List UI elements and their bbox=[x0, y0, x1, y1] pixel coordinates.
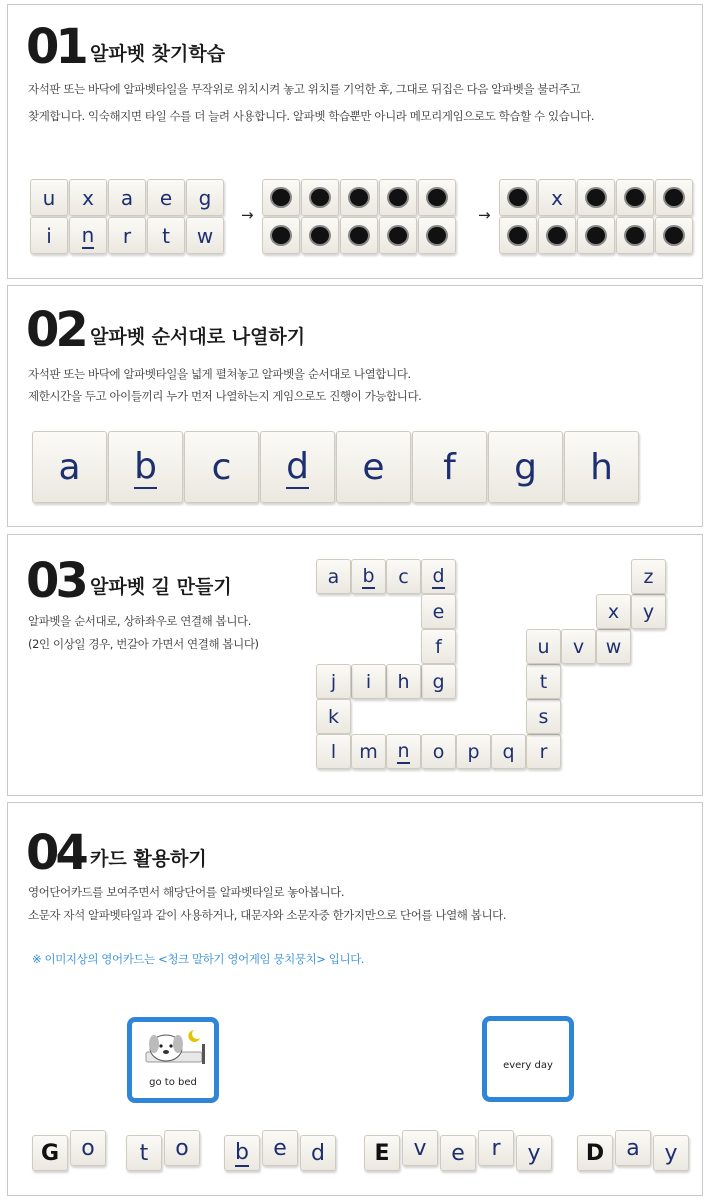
tile-back-dot bbox=[663, 187, 685, 208]
letter-tile bbox=[421, 734, 456, 769]
letter-tile bbox=[538, 179, 576, 216]
letter-tile bbox=[526, 699, 561, 734]
letter-tile bbox=[577, 1135, 613, 1171]
tile-back-dot bbox=[387, 225, 409, 246]
tile-letter: y bbox=[642, 600, 655, 623]
word-card-go-to-bed bbox=[127, 1017, 219, 1103]
letter-tile bbox=[164, 1130, 200, 1166]
tile-letter: u bbox=[42, 185, 56, 210]
tile-letter: l bbox=[330, 740, 337, 763]
tile-back-dot bbox=[348, 225, 370, 246]
tile-letter: r bbox=[122, 223, 132, 248]
tile-letter: q bbox=[502, 740, 515, 763]
section-desc-line: 소문자 자석 알파벳타일과 같이 사용하거나, 대문자와 소문자중 한가지만으로 단어를 나열해 봅니다. bbox=[28, 908, 507, 922]
letter-tile bbox=[631, 559, 666, 594]
letter-tile bbox=[147, 217, 185, 254]
word-card-every-day bbox=[482, 1016, 574, 1102]
letter-tile bbox=[186, 217, 224, 254]
card-caption: every day bbox=[503, 1060, 553, 1071]
tile-back-dot bbox=[507, 187, 529, 208]
flipped-tile bbox=[499, 179, 537, 216]
letter-tile bbox=[184, 431, 259, 503]
letter-tile bbox=[186, 179, 224, 216]
letter-tile bbox=[260, 431, 335, 503]
section-title: 카드 활용하기 bbox=[90, 848, 207, 870]
section-desc-line: 제한시간을 두고 아이들끼리 누가 먼저 나열하는지 게임으로도 진행이 가능합니다. bbox=[28, 389, 422, 403]
tile-letter: b bbox=[362, 564, 375, 587]
letter-tile bbox=[561, 629, 596, 664]
tile-letter: v bbox=[413, 1135, 427, 1161]
tile-letter: x bbox=[607, 600, 620, 623]
letter-tile bbox=[126, 1135, 162, 1171]
letter-tile bbox=[421, 559, 456, 594]
card-caption: go to bed bbox=[149, 1077, 197, 1088]
tile-letter: c bbox=[211, 446, 232, 488]
arrow-right-icon: → bbox=[478, 206, 491, 224]
flipped-tile bbox=[655, 179, 693, 216]
tile-letter: a bbox=[58, 446, 81, 488]
tile-letter: t bbox=[539, 670, 548, 693]
section-4-panel bbox=[7, 802, 703, 1196]
letter-tile bbox=[516, 1135, 552, 1171]
tile-back-dot bbox=[387, 187, 409, 208]
letter-tile bbox=[364, 1135, 400, 1171]
tile-letter: o bbox=[432, 740, 445, 763]
letter-tile bbox=[564, 431, 639, 503]
section-desc-line: (2인 이상일 경우, 번갈아 가면서 연결해 봅니다) bbox=[28, 637, 259, 651]
tile-letter: i bbox=[46, 223, 52, 248]
tile-letter: d bbox=[432, 564, 445, 587]
tile-back-dot bbox=[426, 187, 448, 208]
tile-back-dot bbox=[585, 187, 607, 208]
tile-back-dot bbox=[270, 187, 292, 208]
flipped-tile bbox=[499, 217, 537, 254]
tile-back-dot bbox=[507, 225, 529, 246]
tile-letter: G bbox=[40, 1140, 60, 1166]
tile-letter: g bbox=[432, 670, 445, 693]
tile-back-dot bbox=[546, 225, 568, 246]
tile-letter: i bbox=[365, 670, 372, 693]
letter-tile bbox=[316, 664, 351, 699]
tile-letter: f bbox=[443, 446, 456, 488]
tile-back-dot bbox=[309, 187, 331, 208]
section-title: 알파벳 순서대로 나열하기 bbox=[90, 326, 306, 348]
tile-letter: h bbox=[590, 446, 613, 488]
tile-letter: e bbox=[159, 185, 173, 210]
letter-tile bbox=[526, 629, 561, 664]
letter-tile bbox=[224, 1135, 260, 1171]
letter-tile bbox=[70, 1130, 106, 1166]
letter-tile bbox=[488, 431, 563, 503]
letter-tile bbox=[351, 734, 386, 769]
tile-letter: h bbox=[397, 670, 410, 693]
tile-letter: c bbox=[398, 565, 409, 588]
letter-tile bbox=[402, 1130, 438, 1166]
tile-letter: y bbox=[664, 1140, 678, 1166]
letter-tile bbox=[336, 431, 411, 503]
flipped-tile bbox=[262, 217, 300, 254]
tile-letter: o bbox=[81, 1135, 95, 1161]
letter-tile bbox=[316, 559, 351, 594]
tile-letter: u bbox=[537, 635, 550, 658]
flipped-tile bbox=[538, 217, 576, 254]
letter-tile bbox=[653, 1135, 689, 1171]
letter-tile bbox=[412, 431, 487, 503]
tile-letter: e bbox=[273, 1135, 287, 1161]
flipped-tile bbox=[418, 179, 456, 216]
flipped-tile bbox=[577, 217, 615, 254]
section-number: 03 bbox=[26, 553, 85, 609]
tile-letter: p bbox=[467, 740, 480, 763]
flipped-tile bbox=[379, 217, 417, 254]
tile-letter: g bbox=[198, 185, 212, 210]
tile-letter: d bbox=[286, 445, 309, 487]
tile-letter: r bbox=[539, 740, 548, 763]
tile-letter: j bbox=[330, 670, 337, 693]
tile-letter: e bbox=[451, 1140, 465, 1166]
letter-tile bbox=[456, 734, 491, 769]
sleeping-dog-illustration bbox=[132, 1024, 214, 1074]
letter-tile bbox=[69, 179, 107, 216]
tile-letter: m bbox=[359, 740, 378, 763]
tile-letter: z bbox=[643, 565, 654, 588]
tile-letter: e bbox=[362, 446, 385, 488]
letter-tile bbox=[300, 1135, 336, 1171]
flipped-tile bbox=[301, 179, 339, 216]
letter-tile bbox=[478, 1130, 514, 1166]
letter-tile bbox=[386, 664, 421, 699]
tile-letter: a bbox=[626, 1135, 640, 1161]
letter-tile bbox=[32, 431, 107, 503]
tile-letter: w bbox=[196, 223, 214, 248]
tile-back-dot bbox=[585, 225, 607, 246]
section-desc-line: 자석판 또는 바닥에 알파벳타일을 넓게 펼쳐놓고 알파벳을 순서대로 나열합니다. bbox=[28, 367, 411, 381]
letter-tile bbox=[615, 1130, 651, 1166]
flipped-tile bbox=[262, 179, 300, 216]
flipped-tile bbox=[655, 217, 693, 254]
tile-letter: E bbox=[374, 1140, 390, 1166]
letter-tile bbox=[351, 664, 386, 699]
section-title: 알파벳 찾기학습 bbox=[90, 43, 226, 65]
letter-tile bbox=[108, 179, 146, 216]
letter-tile bbox=[421, 594, 456, 629]
letter-tile bbox=[30, 179, 68, 216]
tile-back-dot bbox=[624, 225, 646, 246]
flipped-tile bbox=[301, 217, 339, 254]
section-desc-line: 영어단어카드를 보여주면서 해당단어를 알파벳타일로 놓아봅니다. bbox=[28, 885, 345, 899]
letter-tile bbox=[491, 734, 526, 769]
letter-tile bbox=[316, 699, 351, 734]
tile-letter: a bbox=[327, 565, 340, 588]
section-desc-line: 자석판 또는 바닥에 알파벳타일을 무작위로 위치시켜 놓고 위치를 기억한 후, 그대로 뒤집은 다음 알파벳을 불러주고 bbox=[28, 82, 581, 96]
flipped-tile bbox=[577, 179, 615, 216]
tile-letter: d bbox=[311, 1140, 325, 1166]
flipped-tile bbox=[418, 217, 456, 254]
letter-tile bbox=[631, 594, 666, 629]
tile-back-dot bbox=[309, 225, 331, 246]
tile-letter: t bbox=[139, 1140, 149, 1166]
section-3-panel bbox=[7, 534, 703, 796]
section-1-panel bbox=[7, 4, 703, 279]
letter-tile bbox=[596, 629, 631, 664]
tile-letter: b bbox=[134, 445, 157, 487]
letter-tile bbox=[69, 217, 107, 254]
tile-back-dot bbox=[270, 225, 292, 246]
section-number: 04 bbox=[26, 825, 85, 881]
tile-back-dot bbox=[426, 225, 448, 246]
letter-tile bbox=[32, 1135, 68, 1171]
tile-letter: o bbox=[175, 1135, 189, 1161]
section-number: 02 bbox=[26, 302, 85, 358]
card-note: ※ 이미지상의 영어카드는 <청크 말하기 영어게임 뭉치뭉치> 입니다. bbox=[32, 952, 365, 966]
tile-letter: n bbox=[81, 222, 95, 247]
letter-tile bbox=[526, 664, 561, 699]
tile-letter: a bbox=[120, 185, 134, 210]
letter-tile bbox=[596, 594, 631, 629]
tile-back-dot bbox=[663, 225, 685, 246]
tile-letter: D bbox=[585, 1140, 605, 1166]
letter-tile bbox=[30, 217, 68, 254]
letter-tile bbox=[108, 217, 146, 254]
tile-letter: s bbox=[538, 705, 549, 728]
tile-back-dot bbox=[348, 187, 370, 208]
arrow-right-icon: → bbox=[241, 206, 254, 224]
letter-tile bbox=[386, 734, 421, 769]
section-desc-line: 알파벳을 순서대로, 상하좌우로 연결해 봅니다. bbox=[28, 614, 252, 628]
letter-tile bbox=[351, 559, 386, 594]
letter-tile bbox=[440, 1135, 476, 1171]
letter-tile bbox=[147, 179, 185, 216]
tile-letter: y bbox=[527, 1140, 541, 1166]
section-desc-line: 찾게합니다. 익숙해지면 타일 수를 더 늘려 사용합니다. 알파벳 학습뿐만 아니라 메모리게임으로도 학습할 수 있습니다. bbox=[28, 109, 595, 123]
section-number: 01 bbox=[26, 19, 85, 75]
tile-letter: f bbox=[435, 635, 442, 658]
letter-tile bbox=[421, 664, 456, 699]
letter-tile bbox=[108, 431, 183, 503]
letter-tile bbox=[262, 1130, 298, 1166]
tile-letter: n bbox=[397, 739, 410, 762]
tile-letter: v bbox=[572, 635, 585, 658]
tile-letter: x bbox=[82, 185, 94, 210]
tile-back-dot bbox=[624, 187, 646, 208]
tile-letter: w bbox=[605, 635, 622, 658]
section-2-panel bbox=[7, 285, 703, 527]
tile-letter: g bbox=[514, 446, 537, 488]
tile-letter: e bbox=[432, 600, 445, 623]
flipped-tile bbox=[379, 179, 417, 216]
letter-tile bbox=[526, 734, 561, 769]
letter-tile bbox=[421, 629, 456, 664]
flipped-tile bbox=[616, 217, 654, 254]
tile-letter: r bbox=[491, 1135, 501, 1161]
section-title: 알파벳 길 만들기 bbox=[90, 576, 232, 598]
flipped-tile bbox=[340, 217, 378, 254]
flipped-tile bbox=[616, 179, 654, 216]
tile-letter: k bbox=[327, 705, 339, 728]
tile-letter: b bbox=[235, 1139, 249, 1165]
tile-letter: t bbox=[162, 223, 170, 248]
letter-tile bbox=[386, 559, 421, 594]
flipped-tile bbox=[340, 179, 378, 216]
tile-letter: x bbox=[551, 185, 563, 210]
letter-tile bbox=[316, 734, 351, 769]
